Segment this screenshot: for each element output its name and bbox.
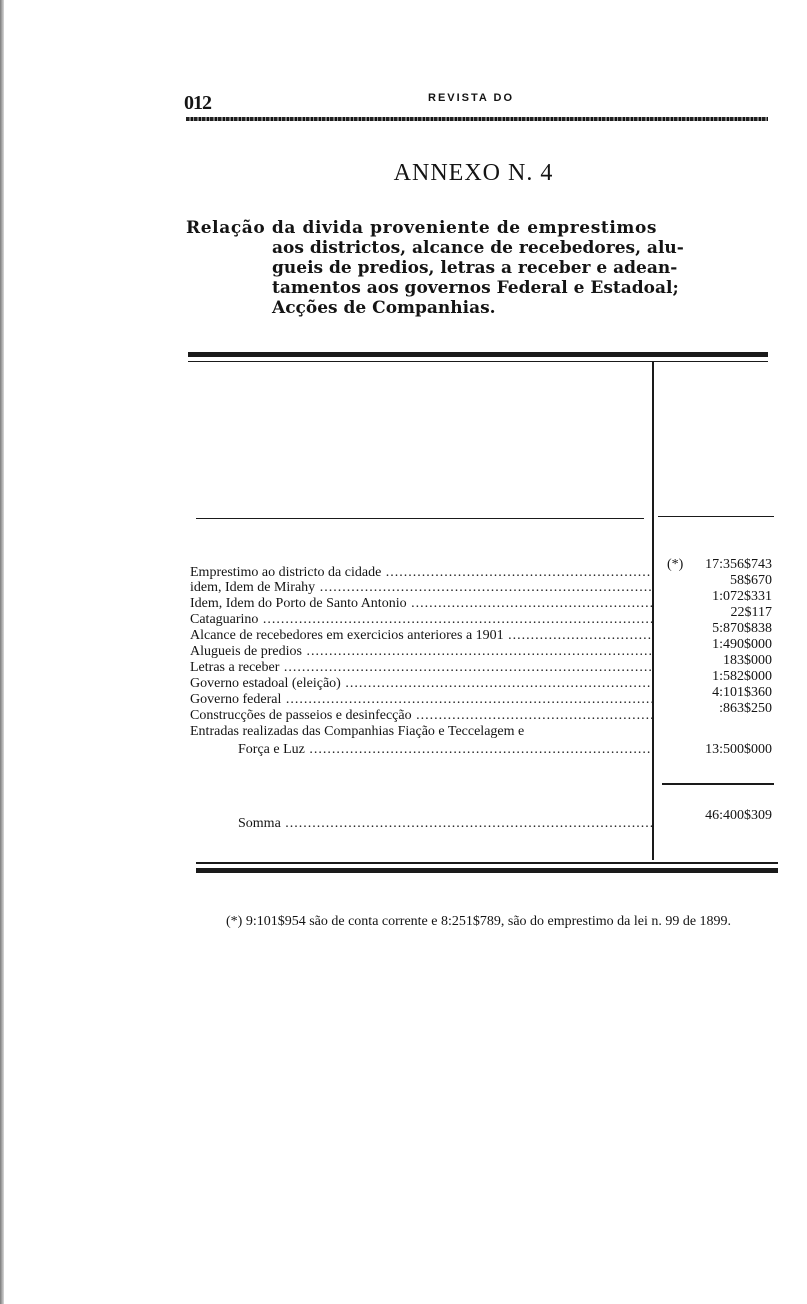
table-top-rule <box>188 352 768 357</box>
table-row-label: Entradas realizadas das Companhias Fiação e Teccelagem e <box>190 724 525 739</box>
table-row-label: Idem, Idem do Porto de Santo Antonio ..... <box>190 596 652 611</box>
footnote: (*) 9:101$954 são de conta corrente e 8:251$789, são do emprestimo da lei n. 99 de 1899. <box>226 914 732 929</box>
table-row-value: 17:356$743 <box>705 557 772 572</box>
footnote-marker: (*) <box>667 557 684 572</box>
header-bottom-rule <box>196 518 644 519</box>
table-row-value: :863$250 <box>719 701 772 716</box>
table-top-rule-thin <box>188 361 768 362</box>
caption-line: aos districtos, alcance de recebedores, alu- <box>272 238 684 258</box>
table-row-label: Governo federal ..... <box>190 692 652 707</box>
table-row-label: Construcções de passeios e desinfecção ..... <box>190 708 652 723</box>
page-number: 012 <box>184 92 211 114</box>
table-row-value: 1:072$331 <box>712 589 772 604</box>
table-bottom-rule-thick <box>196 868 778 873</box>
total-value: 46:400$309 <box>705 808 772 823</box>
table-row-label: Alugueis de predios ..... <box>190 644 652 659</box>
annex-title: ANNEXO N. 4 <box>393 160 554 186</box>
caption-line: tamentos aos governos Federal e Estadoal; <box>272 278 679 298</box>
total-label: Somma ..... <box>238 816 652 831</box>
table-row-label: Força e Luz ..... <box>238 742 652 757</box>
column-divider <box>652 362 654 860</box>
running-head: REVISTA DO <box>428 92 515 104</box>
table-row-value: 22$117 <box>730 605 772 620</box>
table-row-label: Governo estadoal (eleição) ..... <box>190 676 652 691</box>
table-row-label: Emprestimo ao districto da cidade ..... <box>190 565 652 580</box>
table-row-label: Alcance de recebedores em exercicios anteriores a 1901 ..... <box>190 628 652 643</box>
total-rule <box>662 783 774 785</box>
header-bottom-rule-value <box>658 516 774 517</box>
table-row-value: 4:101$360 <box>712 685 772 700</box>
page-edge-shadow <box>0 0 4 1304</box>
table-row-value: 1:490$000 <box>712 637 772 652</box>
header-rule <box>186 117 768 121</box>
table-bottom-rule <box>196 862 778 864</box>
table-row-value: 1:582$000 <box>712 669 772 684</box>
table-row-label: Letras a receber ..... <box>190 660 652 675</box>
caption-line: gueis de predios, letras a receber e adean- <box>272 258 678 278</box>
caption-line: Relação da divida proveniente de emprestimos <box>186 218 658 238</box>
table-row-label: idem, Idem de Mirahy ..... <box>190 580 652 595</box>
caption-line: Acções de Companhias. <box>272 298 496 318</box>
table-row-value: 58$670 <box>730 573 772 588</box>
table-row-value: 183$000 <box>723 653 772 668</box>
table-caption <box>186 218 768 318</box>
table-row-value: 5:870$838 <box>712 621 772 636</box>
table-row-label: Cataguarino ..... <box>190 612 652 627</box>
table-row-value: 13:500$000 <box>705 742 772 757</box>
